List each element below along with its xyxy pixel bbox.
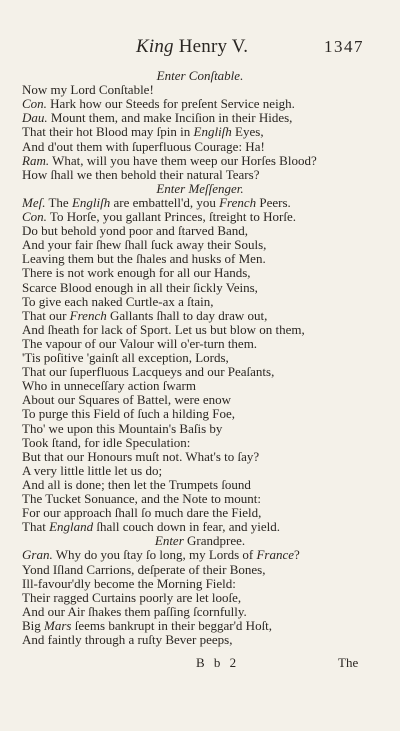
roman-text: What, will you have them weep our Horſes Blood? xyxy=(49,152,317,168)
roman-text: Who in unneceſſary action ſwarm xyxy=(22,378,196,394)
roman-text: There is not work enough for all our Hands, xyxy=(22,265,251,281)
roman-text: And our Air ſhakes them paſſing ſcornfully. xyxy=(22,603,247,619)
roman-text: And d'out them with ſuperfluous Courage: Ha! xyxy=(22,138,265,154)
italic-text: Con. xyxy=(22,96,47,112)
page-footer xyxy=(0,655,400,673)
roman-text: Tho' we upon this Mountain's Baſis by xyxy=(22,420,223,436)
roman-text: The Tucket Sonuance, and the Note to mount: xyxy=(22,491,262,506)
roman-text: That their hot Blood may ſpin in xyxy=(22,124,194,140)
roman-text: That xyxy=(22,519,50,535)
roman-text: Peers. xyxy=(256,194,291,210)
roman-text: And faintly through a ruſty Bever peeps, xyxy=(22,632,233,647)
roman-text: Eyes, xyxy=(231,124,264,140)
page-number: 1347 xyxy=(324,37,364,56)
italic-text: Meſ. xyxy=(22,194,46,210)
italic-text: France xyxy=(256,547,295,563)
verse-line xyxy=(22,631,232,648)
roman-text: To Horſe, you gallant Princes, ſtreight to Horſe. xyxy=(46,209,296,224)
italic-text: Engliſh xyxy=(193,124,232,140)
italic-text: Dau. xyxy=(22,110,48,126)
roman-text: A very little little let us do; xyxy=(22,462,163,478)
italic-text: England xyxy=(49,519,94,535)
roman-text: Took ſtand, for idle Speculation: xyxy=(22,434,191,450)
roman-text: That our xyxy=(22,307,70,323)
roman-text: Why do you ſtay ſo long, my Lords of xyxy=(52,547,257,563)
roman-text: The xyxy=(45,194,72,210)
roman-text: Grandpree. xyxy=(183,533,246,549)
signature-mark: B b 2 xyxy=(196,655,240,670)
roman-text: Scarce Blood enough in all their ſickly Veins, xyxy=(22,279,258,295)
roman-text: Do but behold yond poor and ſtarved Band, xyxy=(22,223,249,239)
roman-text: ? xyxy=(294,547,300,563)
roman-text: How ſhall we then behold their natural Tears? xyxy=(22,166,260,182)
roman-text: Hark how our Steeds for preſent Service neigh. xyxy=(46,96,295,112)
roman-text: For our approach ſhall ſo much dare the Field, xyxy=(22,505,262,521)
roman-text: are embattell'd, you xyxy=(110,194,220,210)
italic-text: Gran. xyxy=(22,547,53,563)
running-title-italic: King xyxy=(136,36,174,57)
roman-text: ſeems bankrupt in their beggar'd Hoſt, xyxy=(71,617,273,633)
page-header xyxy=(0,36,400,60)
running-title-roman: Henry V. xyxy=(173,36,249,57)
roman-text: Mount them, and make Inciſion in their Hides, xyxy=(47,110,293,126)
roman-text: ſhall couch down in fear, and yield. xyxy=(93,519,280,535)
roman-text: But that our Honours muſt not. What's to ſay? xyxy=(22,448,260,464)
catchword: The xyxy=(338,655,359,670)
italic-text: Con. xyxy=(22,209,47,224)
italic-text: Enter xyxy=(154,533,184,549)
roman-text: The vapour of our Valour will o'er-turn them. xyxy=(22,335,258,351)
italic-text: Mars xyxy=(44,617,72,633)
roman-text: Gallants ſhall to day draw out, xyxy=(106,307,268,323)
roman-text: And ſheath for lack of Sport. Let us but blow on them, xyxy=(22,321,305,337)
running-title xyxy=(136,36,248,58)
roman-text: And all is done; then let the Trumpets ſound xyxy=(22,476,251,492)
roman-text: That our ſuperfluous Lacqueys and our Peaſants, xyxy=(22,364,275,380)
italic-text: French xyxy=(69,307,107,323)
roman-text: 'Tis poſitive 'gainſt all exception, Lords, xyxy=(22,350,229,365)
italic-text: Enter Conſtable. xyxy=(156,68,244,83)
roman-text: Now my Lord Conſtable! xyxy=(22,82,154,98)
roman-text: To give each naked Curtle-ax a ſtain, xyxy=(22,293,214,309)
roman-text: Yond Iſland Carrions, deſperate of their Bones, xyxy=(22,561,266,577)
roman-text: Ill-favour'dly become the Morning Field: xyxy=(22,575,236,591)
roman-text: Leaving them but the ſhales and husks of Men. xyxy=(22,251,266,267)
roman-text: To purge this Field of ſuch a hilding Foe, xyxy=(22,406,235,422)
italic-text: Ram. xyxy=(22,152,50,168)
roman-text: Big xyxy=(22,617,45,633)
italic-text: Enter Meſſenger. xyxy=(156,180,244,196)
italic-text: French xyxy=(219,194,257,210)
roman-text: And your fair ſhew ſhall ſuck away their Souls, xyxy=(22,237,267,253)
roman-text: Their ragged Curtains poorly are let looſe, xyxy=(22,589,242,605)
roman-text: About our Squares of Battel, were enow xyxy=(22,392,232,408)
italic-text: Engliſh xyxy=(71,194,111,210)
